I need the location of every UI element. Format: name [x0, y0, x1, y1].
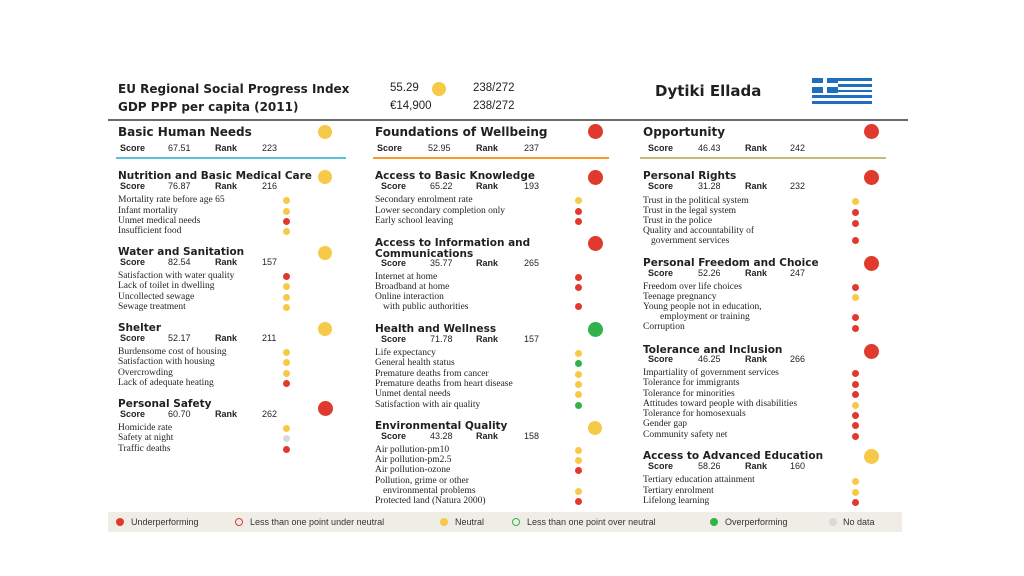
- dimension-title: Foundations of Wellbeing: [375, 125, 548, 139]
- indicator-status-dot: [852, 478, 859, 485]
- rank-label: Rank: [476, 431, 499, 441]
- indicator-status-dot: [283, 370, 290, 377]
- indicator-label: Air pollution-pm10: [375, 445, 450, 455]
- indicator-label: Lack of adequate heating: [118, 378, 214, 388]
- legend-marker-under-neutral: [235, 518, 243, 526]
- score-label: Score: [120, 409, 146, 419]
- component-status-dot: [318, 246, 332, 260]
- indicator-label: Early school leaving: [375, 216, 454, 226]
- component-rank: 265: [524, 258, 540, 268]
- rank-label: Rank: [215, 257, 238, 267]
- indicator-status-dot: [852, 294, 859, 301]
- dimension-score: 67.51: [168, 143, 191, 153]
- indicator-label: Internet at home: [375, 272, 438, 282]
- indicator-status-dot: [575, 371, 582, 378]
- score-label: Score: [120, 181, 146, 191]
- legend-marker-neutral: [440, 518, 448, 526]
- indicator-status-dot: [852, 198, 859, 205]
- component-title: Access to Basic Knowledge: [375, 170, 535, 182]
- indicator-status-dot: [283, 273, 290, 280]
- dimension-title: Basic Human Needs: [118, 125, 252, 139]
- indicator-status-dot: [283, 197, 290, 204]
- indicator-label: Premature deaths from cancer: [375, 369, 489, 379]
- component-status-dot: [588, 236, 603, 251]
- component-status-dot: [864, 170, 879, 185]
- greek-flag-icon: [812, 78, 872, 104]
- indicator-label: Online interaction: [375, 292, 444, 302]
- component-title: Personal Freedom and Choice: [643, 257, 819, 269]
- indicator-status-dot: [852, 381, 859, 388]
- component-status-dot: [588, 322, 603, 337]
- indicator-status-dot: [283, 228, 290, 235]
- indicator-label: Satisfaction with water quality: [118, 271, 235, 281]
- indicator-status-dot: [283, 435, 290, 442]
- score-label: Score: [648, 461, 674, 471]
- rank-label: Rank: [215, 143, 238, 153]
- component-score: 60.70: [168, 409, 191, 419]
- score-label: Score: [381, 431, 407, 441]
- indicator-status-dot: [575, 381, 582, 388]
- index-label: EU Regional Social Progress Index: [118, 82, 350, 96]
- score-label: Score: [648, 181, 674, 191]
- indicator-label: Trust in the political system: [643, 196, 749, 206]
- gdp-value: €14,900: [390, 100, 432, 112]
- indicator-label: Satisfaction with air quality: [375, 400, 481, 410]
- indicator-label: Homicide rate: [118, 423, 173, 433]
- indicator-status-dot: [575, 457, 582, 464]
- component-rank: 157: [524, 334, 540, 344]
- indicator-label: General health status: [375, 358, 455, 368]
- component-rank: 232: [790, 181, 806, 191]
- component-rank: 211: [262, 333, 277, 343]
- score-label: Score: [648, 354, 674, 364]
- legend-label: Less than one point under neutral: [250, 517, 385, 527]
- rank-label: Rank: [745, 461, 768, 471]
- dimension-rank: 242: [790, 143, 806, 153]
- dimension-underline: [116, 157, 346, 159]
- indicator-status-dot: [575, 218, 582, 225]
- component-rank: 160: [790, 461, 806, 471]
- indicator-label: Trust in the police: [643, 216, 713, 226]
- component-status-dot: [864, 256, 879, 271]
- indicator-status-dot: [283, 304, 290, 311]
- indicator-status-dot: [852, 209, 859, 216]
- component-score: 82.54: [168, 257, 191, 267]
- indicator-label: Freedom over life choices: [643, 282, 742, 292]
- component-rank: 247: [790, 268, 806, 278]
- index-rank: 238/272: [473, 82, 515, 94]
- component-title: Water and Sanitation: [118, 246, 245, 258]
- indicator-status-dot: [852, 499, 859, 506]
- dimension-underline: [640, 157, 886, 159]
- legend-label: Neutral: [455, 517, 485, 527]
- component-score: 58.26: [698, 461, 721, 471]
- indicator-status-dot: [575, 350, 582, 357]
- component-rank: 157: [262, 257, 278, 267]
- component-title: Personal Safety: [118, 398, 212, 410]
- component-score: 76.87: [168, 181, 191, 191]
- indicator-label: Corruption: [643, 322, 685, 332]
- indicator-status-dot: [852, 489, 859, 496]
- indicator-label: Community safety net: [643, 430, 728, 440]
- component-score: 46.25: [698, 354, 721, 364]
- component-score: 52.26: [698, 268, 721, 278]
- indicator-label: Premature deaths from heart disease: [375, 379, 513, 389]
- component-status-dot: [318, 170, 332, 184]
- indicator-status-dot: [283, 425, 290, 432]
- indicator-label: Attitudes toward people with disabilities: [643, 399, 798, 409]
- indicator-label: Burdensome cost of housing: [118, 347, 227, 357]
- indicator-label: Unmet dental needs: [375, 389, 451, 399]
- component-status-dot: [318, 401, 333, 416]
- indicator-status-dot: [852, 391, 859, 398]
- component-score: 35.77: [430, 258, 453, 268]
- rank-label: Rank: [476, 258, 499, 268]
- component-score: 43.28: [430, 431, 453, 441]
- indicator-label: Pollution, grime or other: [375, 476, 469, 486]
- indicator-label: Air pollution-pm2.5: [375, 455, 452, 465]
- rank-label: Rank: [215, 181, 238, 191]
- indicator-label: Broadband at home: [375, 282, 450, 292]
- indicator-status-dot: [852, 284, 859, 291]
- indicator-label: Young people not in education,: [643, 302, 762, 312]
- score-label: Score: [648, 143, 674, 153]
- component-score: 71.78: [430, 334, 453, 344]
- indicator-status-dot: [283, 218, 290, 225]
- indicator-status-dot: [575, 488, 582, 495]
- indicator-status-dot: [575, 303, 582, 310]
- indicator-status-dot: [852, 220, 859, 227]
- indicator-status-dot: [283, 380, 290, 387]
- legend-marker-underperforming: [116, 518, 124, 526]
- rank-label: Rank: [476, 143, 499, 153]
- indicator-status-dot: [852, 325, 859, 332]
- indicator-label: Tolerance for minorities: [643, 389, 735, 399]
- component-title: Tolerance and Inclusion: [643, 344, 783, 356]
- component-score: 65.22: [430, 181, 453, 191]
- legend-label: Less than one point over neutral: [527, 517, 656, 527]
- score-label: Score: [648, 268, 674, 278]
- component-rank: 158: [524, 431, 540, 441]
- region-name: Dytiki Ellada: [655, 82, 762, 100]
- dimension-score: 52.95: [428, 143, 451, 153]
- component-status-dot: [318, 322, 332, 336]
- component-score: 52.17: [168, 333, 191, 343]
- score-label: Score: [381, 334, 407, 344]
- indicator-status-dot: [852, 433, 859, 440]
- indicator-status-dot: [575, 274, 582, 281]
- indicator-label: Impartiality of government services: [643, 368, 779, 378]
- index-status-dot: [432, 82, 446, 96]
- legend-label: No data: [843, 517, 875, 527]
- component-status-dot: [864, 449, 879, 464]
- component-title: Environmental Quality: [375, 420, 508, 432]
- indicator-label: Life expectancy: [375, 348, 436, 358]
- component-rank: 262: [262, 409, 278, 419]
- rank-label: Rank: [745, 354, 768, 364]
- score-label: Score: [120, 257, 146, 267]
- indicator-label: Protected land (Natura 2000): [375, 496, 486, 506]
- indicator-label: Gender gap: [643, 419, 688, 429]
- indicator-status-dot: [852, 314, 859, 321]
- indicator-status-dot: [575, 467, 582, 474]
- legend-label: Underperforming: [131, 517, 199, 527]
- rank-label: Rank: [745, 143, 768, 153]
- indicator-label: Safety at night: [118, 433, 174, 443]
- component-title: Access to Advanced Education: [643, 450, 824, 462]
- indicator-status-dot: [283, 283, 290, 290]
- indicator-label: Lower secondary completion only: [375, 206, 506, 216]
- indicator-label: Secondary enrolment rate: [375, 195, 473, 205]
- rank-label: Rank: [745, 181, 768, 191]
- indicator-status-dot: [575, 447, 582, 454]
- component-status-dot: [588, 170, 603, 185]
- indicator-label: Satisfaction with housing: [118, 357, 215, 367]
- component-rank: 193: [524, 181, 540, 191]
- indicator-label: Overcrowding: [118, 368, 173, 378]
- rank-label: Rank: [215, 333, 238, 343]
- component-rank: 216: [262, 181, 278, 191]
- indicator-label: Air pollution-ozone: [375, 465, 451, 475]
- index-score: 55.29: [390, 82, 419, 94]
- dimension-status-dot: [588, 124, 603, 139]
- indicator-label: Lack of toilet in dwelling: [118, 281, 215, 291]
- component-title: Nutrition and Basic Medical Care: [118, 170, 312, 182]
- component-title: Personal Rights: [643, 170, 737, 182]
- indicator-status-dot: [575, 391, 582, 398]
- component-title-line2: Communications: [375, 248, 474, 260]
- indicator-status-dot: [575, 208, 582, 215]
- indicator-status-dot: [575, 360, 582, 367]
- indicator-label: Mortality rate before age 65: [118, 195, 225, 205]
- component-title: Access to Information and: [375, 237, 531, 249]
- rank-label: Rank: [476, 334, 499, 344]
- indicator-status-dot: [852, 422, 859, 429]
- dimension-title: Opportunity: [643, 125, 726, 139]
- indicator-label-line2: employment or training: [660, 312, 750, 322]
- indicator-label: Tertiary education attainment: [643, 475, 755, 485]
- indicator-status-dot: [575, 402, 582, 409]
- indicator-status-dot: [852, 237, 859, 244]
- indicator-label: Uncollected sewage: [118, 292, 195, 302]
- dimension-status-dot: [864, 124, 879, 139]
- indicator-status-dot: [852, 370, 859, 377]
- dimension-rank: 237: [524, 143, 540, 153]
- indicator-label: Trust in the legal system: [643, 206, 737, 216]
- dimension-underline: [373, 157, 609, 159]
- indicator-status-dot: [283, 208, 290, 215]
- gdp-rank: 238/272: [473, 100, 515, 112]
- indicator-status-dot: [283, 349, 290, 356]
- indicator-label: Quality and accountability of: [643, 226, 755, 236]
- dimension-rank: 223: [262, 143, 278, 153]
- legend-marker-over-neutral: [512, 518, 520, 526]
- indicator-label-line2: with public authorities: [383, 302, 469, 312]
- component-status-dot: [864, 344, 879, 359]
- indicator-label: Sewage treatment: [118, 302, 186, 312]
- score-label: Score: [120, 143, 146, 153]
- indicator-label: Insufficient food: [118, 226, 182, 236]
- legend-marker-overperforming: [710, 518, 718, 526]
- indicator-status-dot: [852, 402, 859, 409]
- indicator-label: Tolerance for homosexuals: [643, 409, 746, 419]
- indicator-status-dot: [575, 197, 582, 204]
- indicator-label-line2: environmental problems: [383, 486, 476, 496]
- indicator-label: Lifelong learning: [643, 496, 710, 506]
- indicator-status-dot: [575, 498, 582, 505]
- header-divider: [108, 119, 908, 121]
- indicator-label: Unmet medical needs: [118, 216, 201, 226]
- rank-label: Rank: [215, 409, 238, 419]
- component-status-dot: [588, 421, 602, 435]
- indicator-label: Infant mortality: [118, 206, 178, 216]
- indicator-label: Tertiary enrolment: [643, 486, 714, 496]
- indicator-label: Tolerance for immigrants: [643, 378, 740, 388]
- score-label: Score: [381, 258, 407, 268]
- score-label: Score: [381, 181, 407, 191]
- indicator-label-line2: government services: [651, 236, 730, 246]
- gdp-label: GDP PPP per capita (2011): [118, 100, 299, 114]
- legend-label: Overperforming: [725, 517, 788, 527]
- component-score: 31.28: [698, 181, 721, 191]
- indicator-status-dot: [283, 294, 290, 301]
- dimension-status-dot: [318, 125, 332, 139]
- legend-marker-no-data: [829, 518, 837, 526]
- score-label: Score: [377, 143, 403, 153]
- indicator-status-dot: [283, 359, 290, 366]
- indicator-status-dot: [852, 412, 859, 419]
- score-label: Score: [120, 333, 146, 343]
- rank-label: Rank: [476, 181, 499, 191]
- component-title: Health and Wellness: [375, 323, 497, 335]
- rank-label: Rank: [745, 268, 768, 278]
- component-rank: 266: [790, 354, 806, 364]
- indicator-status-dot: [283, 446, 290, 453]
- indicator-status-dot: [575, 284, 582, 291]
- indicator-label: Teenage pregnancy: [643, 292, 717, 302]
- indicator-label: Traffic deaths: [118, 444, 171, 454]
- component-title: Shelter: [118, 322, 162, 334]
- dimension-score: 46.43: [698, 143, 721, 153]
